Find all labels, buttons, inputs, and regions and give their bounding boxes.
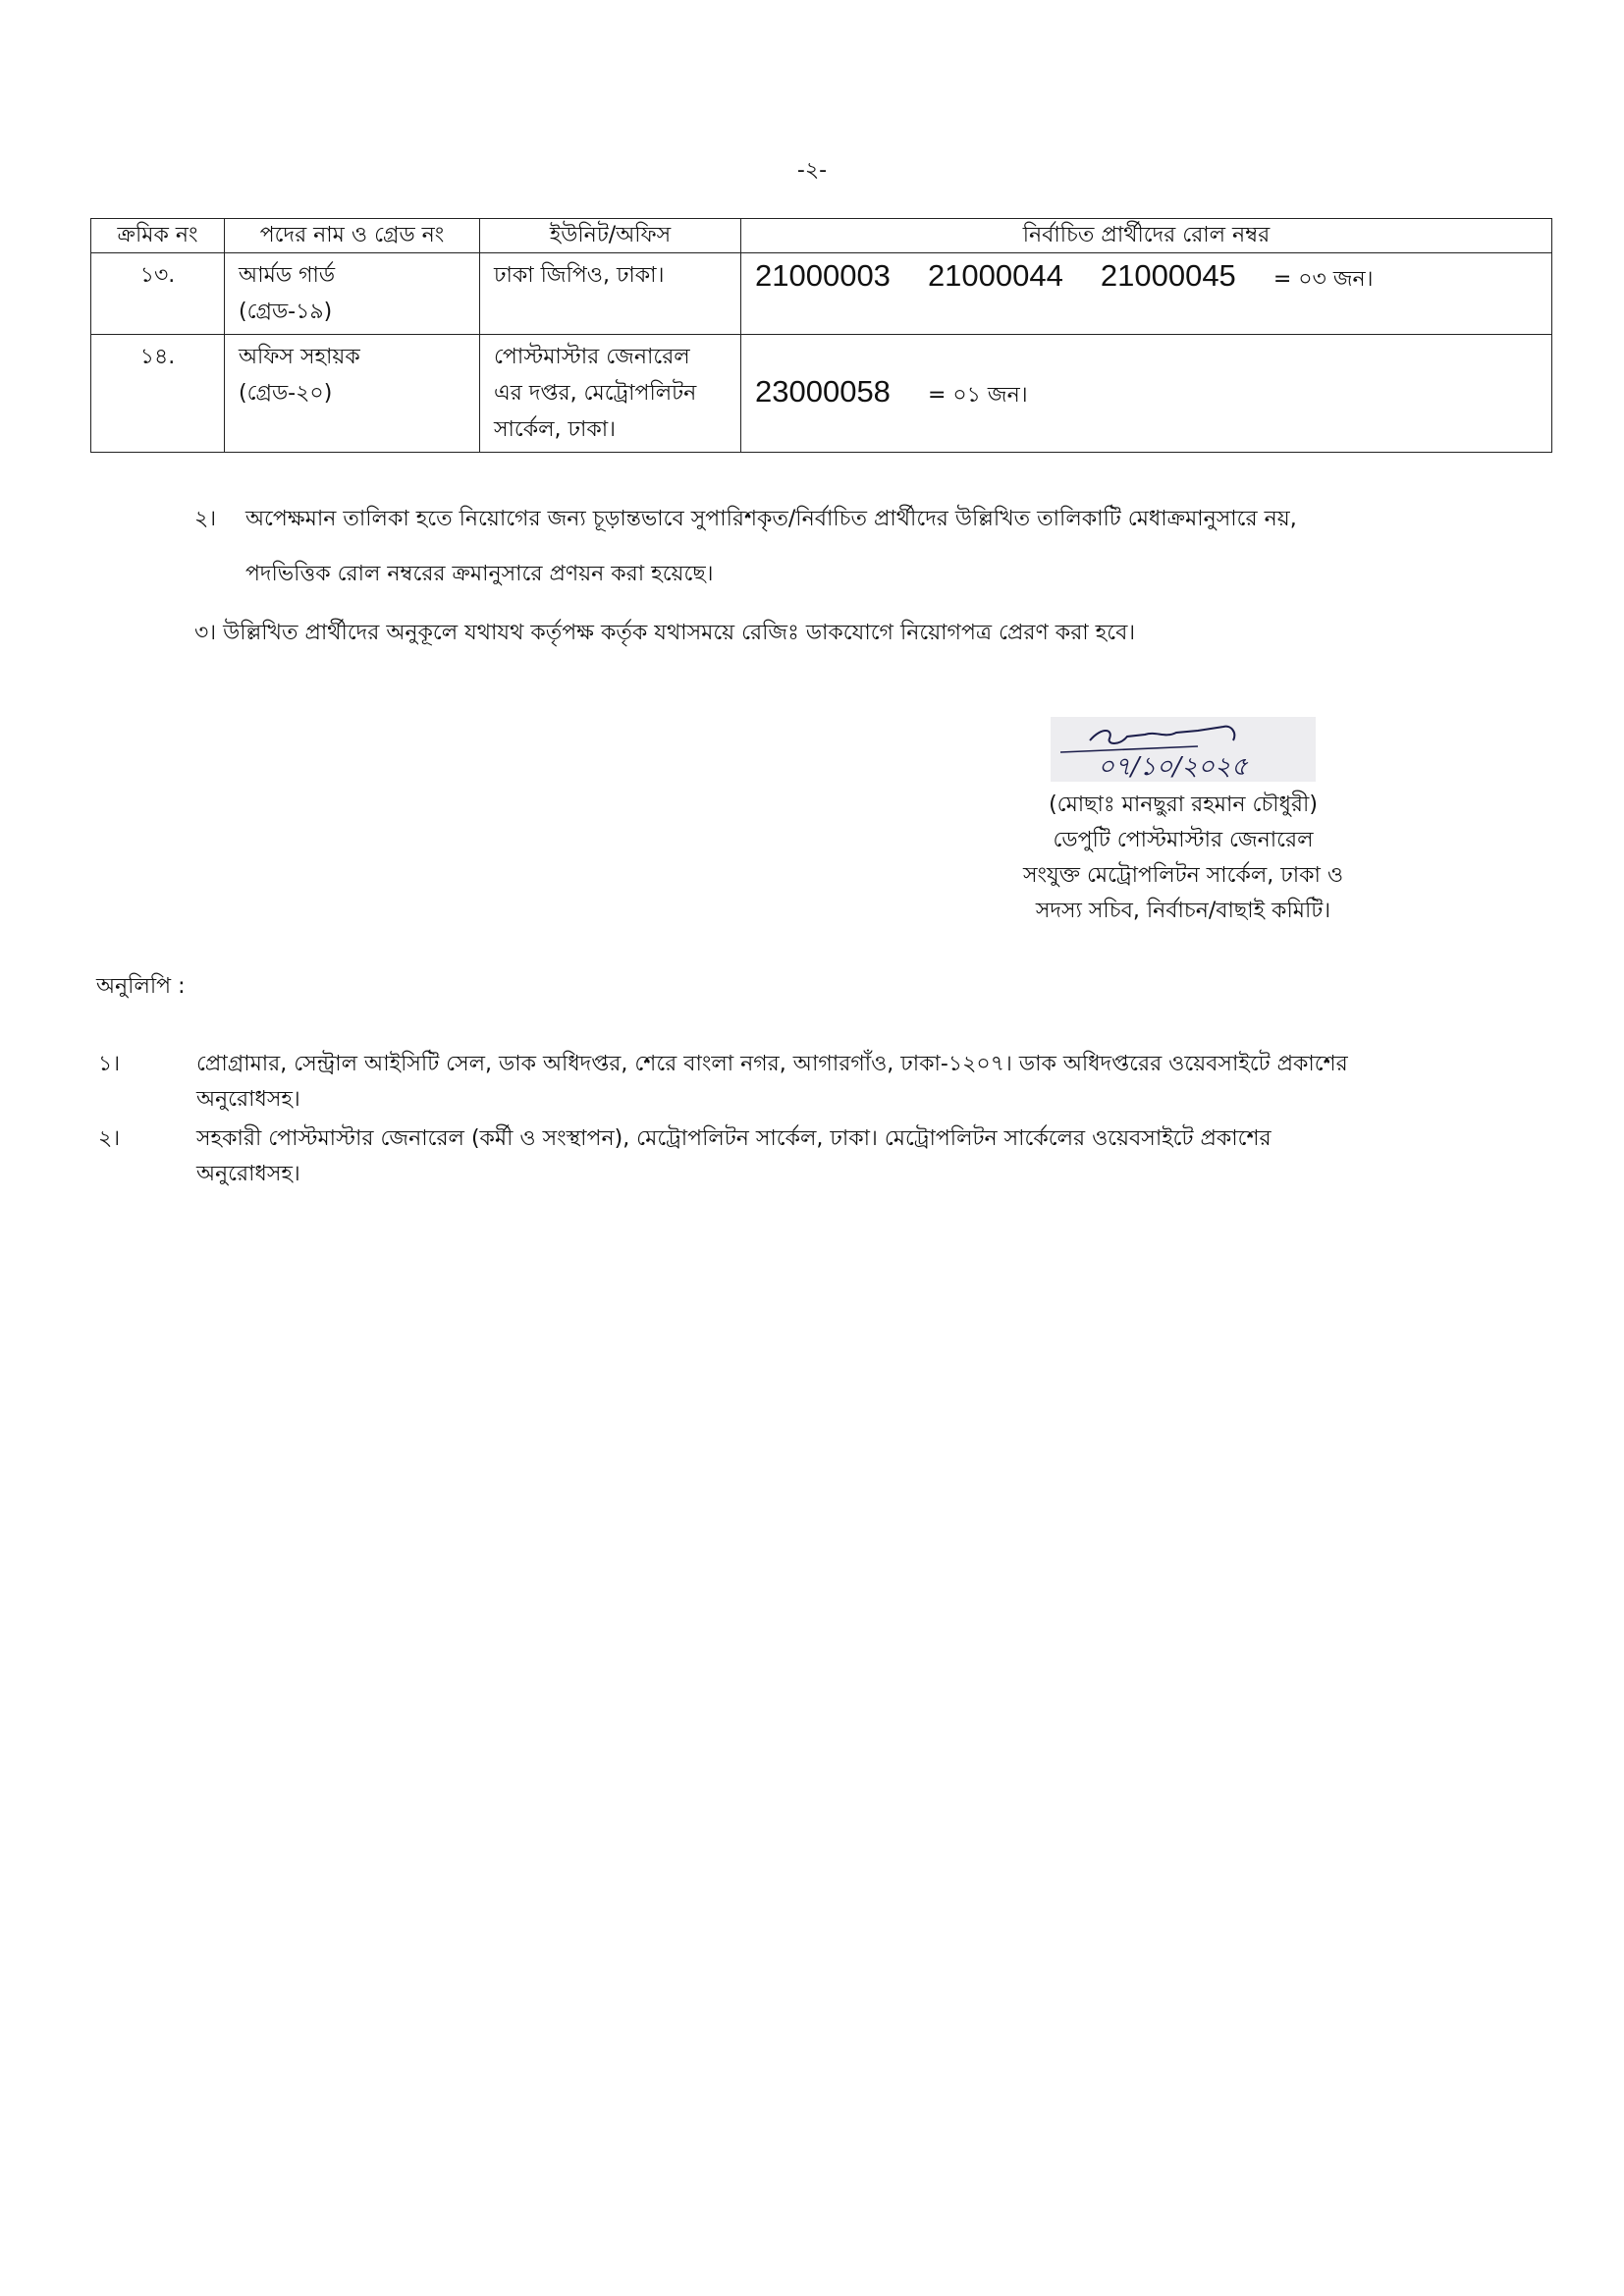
signatory-designation: ডেপুটি পোস্টমাস্টার জেনারেল [1053,828,1314,852]
paragraph-2-line2: পদভিত্তিক রোল নম্বরের ক্রমানুসারে প্রণয়ন করা হয়েছে। [245,562,714,586]
signature-block [1021,717,1345,782]
table-row [91,253,1552,335]
unit-line: পোস্টমাস্টার জেনারেল [494,345,690,369]
post-cell [225,253,480,335]
signatory-designation: সংযুক্ত মেট্রোপলিটন সার্কেল, ঢাকা ও [1022,863,1344,888]
paragraph-2-line1: অপেক্ষমান তালিকা হতে নিয়োগের জন্য চূড়ান্তভাবে সুপারিশকৃত/নির্বাচিত প্রার্থীদের উল্লিখিত তালিকাটি মেধাক্রমানুসারে নয়, [245,507,1297,531]
post-cell [225,335,480,453]
post-name: আর্মড গার্ড [239,263,336,288]
copy-item-line: অনুরোধসহ। [196,1162,300,1186]
roll-cell [741,253,1552,335]
header-roll-numbers: নির্বাচিত প্রার্থীদের রোল নম্বর [741,219,1552,253]
copy-item-line: প্রোগ্রামার, সেন্ট্রাল আইসিটি সেল, ডাক অধিদপ্তর, শেরে বাংলা নগর, আগারগাঁও, ঢাকা-১২০৭। ডাক অধিদপ্তরের ওয়েবসাইটে প্রকাশের [196,1052,1348,1076]
copy-item-number: ১। [98,1052,121,1076]
unit-line: ঢাকা জিপিও, ঢাকা। [494,263,665,288]
copy-item-line: অনুরোধসহ। [196,1087,300,1112]
header-unit: ইউনিট/অফিস [480,219,741,253]
header-post: পদের নাম ও গ্রেড নং [225,219,480,253]
signatory-details [972,788,1394,929]
unit-line: এর দপ্তর, মেট্রোপলিটন [494,381,697,406]
roll-count: = ০১ জন। [927,383,1028,408]
unit-line: সার্কেল, ঢাকা। [494,417,616,442]
serial-cell: ১৪. [91,335,225,453]
signatory-name: (মোছাঃ মানছুরা রহমান চৌধুরী) [1049,793,1318,817]
selected-candidates-table [90,218,1552,453]
page-number: -২- [796,158,828,183]
serial-cell: ১৩. [91,253,225,335]
roll-number: 21000003 [755,258,891,293]
table-header-row [91,219,1552,253]
roll-count: = ০৩ জন। [1272,267,1374,292]
header-serial: ক্রমিক নং [91,219,225,253]
roll-number: 23000058 [755,374,891,409]
post-name: অফিস সহায়ক [239,345,360,369]
paragraph-2-number: ২। [194,507,217,531]
roll-number: 21000045 [1100,258,1236,293]
copy-item [90,1047,1534,1118]
roll-number: 21000044 [927,258,1063,293]
copies-heading: অনুলিপি : [96,974,186,999]
table-row [91,335,1552,453]
unit-cell [480,253,741,335]
handwritten-signature [1051,717,1316,782]
post-grade: (গ্রেড-১৯) [239,300,333,324]
copy-item [90,1121,1534,1192]
copy-item-number: ২। [98,1126,121,1151]
roll-cell [741,335,1552,453]
roll-line [755,257,1538,298]
copy-item-line: সহকারী পোস্টমাস্টার জেনারেল (কর্মী ও সংস্থাপন), মেট্রোপলিটন সার্কেল, ঢাকা। মেট্রোপলিটন সার্কেলের ওয়েবসাইটে প্রকাশের [196,1126,1272,1151]
signatory-designation: সদস্য সচিব, নির্বাচন/বাছাই কমিটি। [1035,899,1331,923]
roll-line [755,373,1538,413]
post-grade: (গ্রেড-২০) [239,381,333,406]
unit-cell [480,335,741,453]
paragraph-3: ৩। উল্লিখিত প্রার্থীদের অনুকূলে যথাযথ কর্তৃপক্ষ কর্তৃক যথাসময়ে রেজিঃ ডাকযোগে নিয়োগপত্র প্রেরণ করা হবে। [194,621,1136,645]
signature-date: ০৭/১০/২০২৫ [1098,752,1248,782]
